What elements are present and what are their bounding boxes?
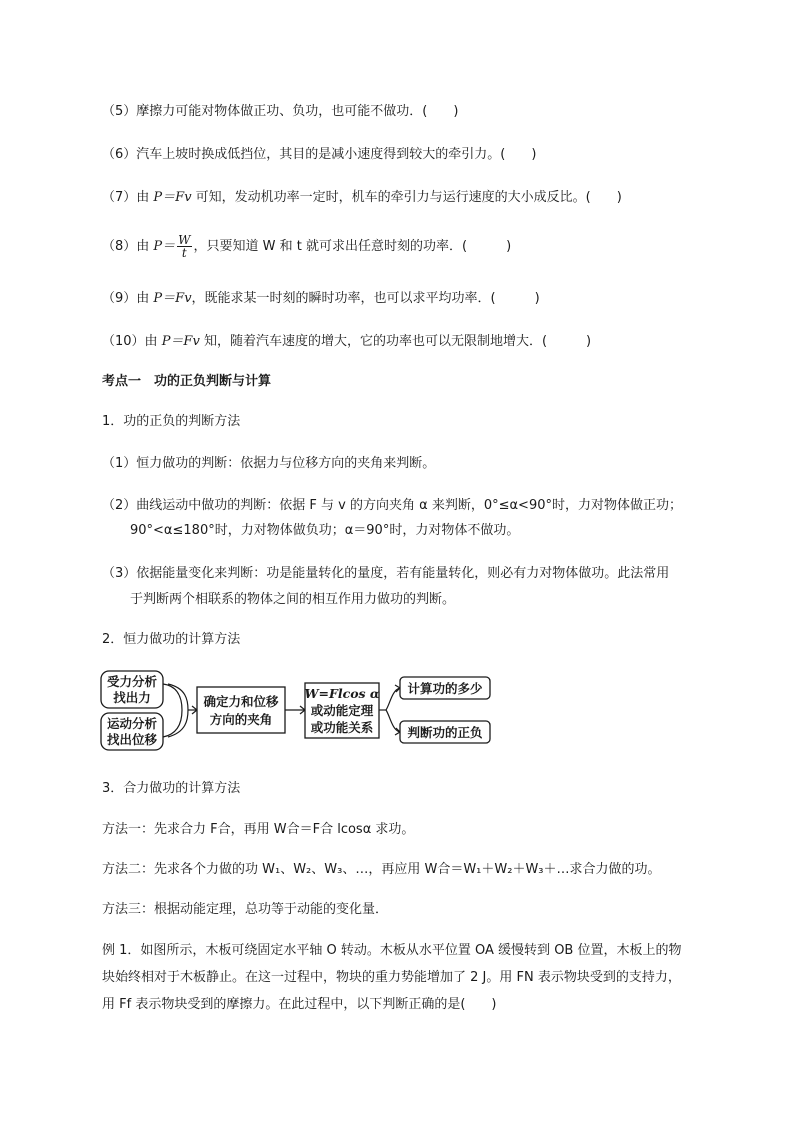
judgment-10: （10）由 P＝Fv 知，随着汽车速度的增大，它的功率也可以无限制地增大．( ) <box>102 334 592 349</box>
method-1-item-2-line-1: （2）曲线运动中做功的判断：依据 F 与 v 的方向夹角 α 来判断，0°≤α<90°时，力对物体做正功； <box>102 498 682 513</box>
flow-box-formula-line-2: 或动能定理 <box>310 703 374 718</box>
example-1-line-1: 例 1．如图所示，木板可绕固定水平轴 O 转动。木板从水平位置 OA 缓慢转到 OB 位置，木板上的物 <box>102 943 682 958</box>
flow-box-amount-text: 计算功的多少 <box>407 681 483 696</box>
subsection-2-title: 2．恒力做功的计算方法 <box>102 632 241 647</box>
subsection-3-title: 3．合力做功的计算方法 <box>102 781 241 796</box>
method-1-item-3-line-2: 于判断两个相联系的物体之间的相互作用力做功的判断。 <box>130 592 456 607</box>
flow-box-force-analysis-line-2: 找出力 <box>113 690 151 705</box>
net-work-method-3: 方法三：根据动能定理，总功等于动能的变化量． <box>102 902 389 917</box>
flow-box-formula-line-1: W=Flcos α <box>304 686 380 701</box>
section-title: 考点一 功的正负判断与计算 <box>102 374 272 389</box>
flow-brace <box>163 684 182 737</box>
subsection-1-title: 1．功的正负的判断方法 <box>102 414 241 429</box>
fraction-w-over-t: $\frac{W}{t}$ <box>178 233 191 260</box>
flow-arrow-down <box>386 710 400 732</box>
method-1-item-2-line-2: 90°<α≤180°时，力对物体做负功；α＝90°时，力对物体不做功。 <box>130 523 520 538</box>
flow-box-angle-line-2: 方向的夹角 <box>209 712 273 727</box>
judgment-9: （9）由 P＝Fv，既能求某一时刻的瞬时功率，也可以求平均功率．( ) <box>102 291 540 306</box>
judgment-6: （6）汽车上坡时换成低挡位，其目的是减小速度得到较大的牵引力。( ) <box>102 147 537 162</box>
example-1-line-3: 用 Ff 表示物块受到的摩擦力。在此过程中，以下判断正确的是( ) <box>102 997 497 1012</box>
flow-arrow-up <box>386 688 400 710</box>
flow-box-motion-analysis-line-1: 运动分析 <box>106 716 158 731</box>
method-1-item-3-line-1: （3）依据能量变化来判断：功是能量转化的量度，若有能量转化，则必有力对物体做功。此法常用 <box>102 566 670 581</box>
example-1-line-2: 块始终相对于木板静止。在这一过程中，物块的重力势能增加了 2 J。用 FN 表示物块受到的支持力， <box>102 970 681 985</box>
flow-box-angle-line-1: 确定力和位移 <box>203 694 279 709</box>
formula-p-fv: P＝Fv <box>153 190 192 205</box>
flow-box-motion-analysis-line-2: 找出位移 <box>106 732 158 747</box>
judgment-8: （8）由 P＝ $\frac{W}{t}$ ，只要知道 W 和 t 就可求出任意时刻的功率．( ) <box>102 233 512 260</box>
judgment-7: （7）由 P＝Fv 可知，发动机功率一定时，机车的牵引力与运行速度的大小成反比。( ) <box>102 190 622 205</box>
flow-box-force-analysis-line-1: 受力分析 <box>106 674 158 689</box>
judgment-5: （5）摩擦力可能对物体做正功、负功，也可能不做功．( ) <box>102 104 459 119</box>
method-1-item-1: （1）恒力做功的判断：依据力与位移方向的夹角来判断。 <box>102 456 436 471</box>
flow-box-formula-line-3: 或功能关系 <box>310 720 374 735</box>
flow-box-sign-text: 判断功的正负 <box>407 725 483 740</box>
net-work-method-1: 方法一：先求合力 F合，再用 W合＝F合 lcosα 求功。 <box>102 822 415 837</box>
net-work-method-2: 方法二：先求各个力做的功 W₁、W₂、W₃、…，再应用 W合＝W₁＋W₂＋W₃＋…求合力做的功。 <box>102 862 661 877</box>
